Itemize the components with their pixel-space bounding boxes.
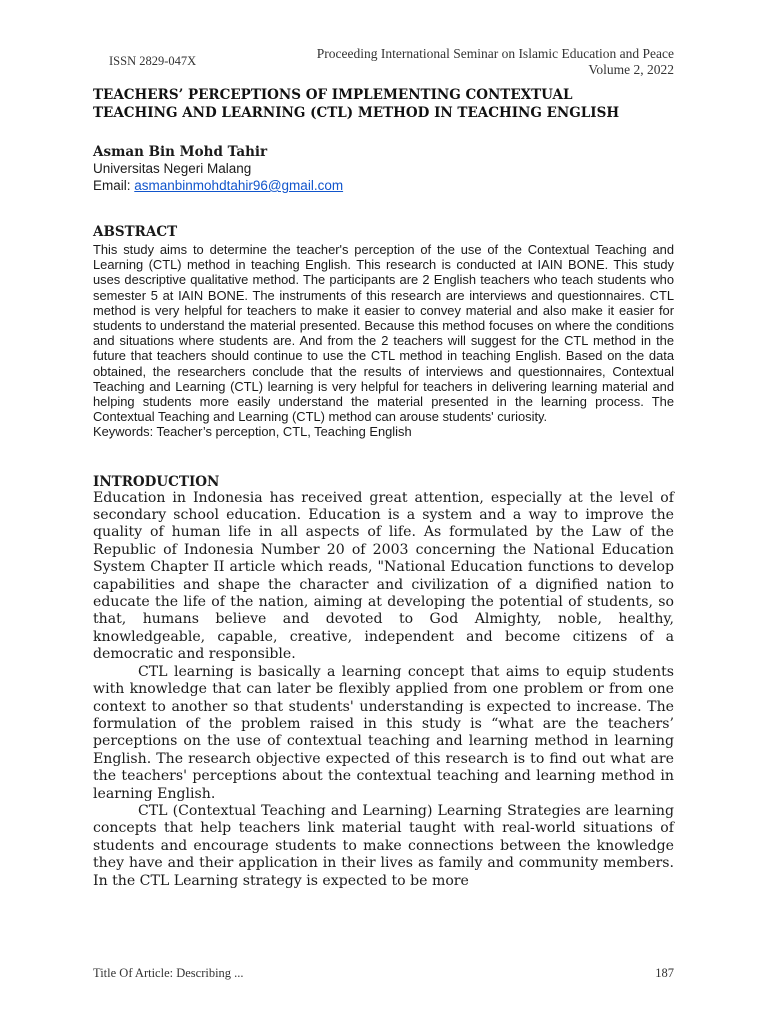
author-affiliation: Universitas Negeri Malang <box>93 161 252 176</box>
title-line-1: TEACHERS’ PERCEPTIONS OF IMPLEMENTING CONTEXTUAL <box>93 87 573 103</box>
article-title <box>93 87 674 122</box>
introduction-heading: INTRODUCTION <box>93 473 220 490</box>
abstract-body: This study aims to determine the teacher's perception of the use of the Contextual Teaching and Learning (CTL) method in teaching English. This research is conducted at IAIN BONE. This study uses descriptive qualitative method. The participants are 2 English teachers who teach students who semester 5 at IAIN BONE. The instruments of this research are interviews and questionnaires. CTL method is very helpful for teachers to make it easier to convey material and also make it easier for students to understand the material presented. Because this method focuses on where the conditions and situations where students are. And from the 2 teachers will suggest for the CTL method in the future that teachers should continue to use the CTL method in teaching English. Based on the data obtained, the researchers conclude that the results of interviews and questionnaires, Contextual Teaching and Learning (CTL) learning is very helpful for teachers in delivering learning material and helping students more easily understand the material presented in the learning process. The Contextual Teaching and Learning (CTL) method can arouse students' curiosity. <box>93 242 674 425</box>
introduction-body <box>93 490 674 890</box>
footer-article-title: Title Of Article: Describing ... <box>93 966 244 980</box>
volume-label: Volume 2, 2022 <box>588 61 674 77</box>
page-number: 187 <box>655 966 674 980</box>
intro-paragraph-3: CTL (Contextual Teaching and Learning) Learning Strategies are learning concepts that help teachers link material taught with real-world situations of students and encourage students to make connections between the knowledge they have and their application in their lives as family and community members. In the CTL Learning strategy is expected to be more <box>93 802 674 889</box>
running-header <box>317 46 674 77</box>
email-link[interactable]: asmanbinmohdtahir96@gmail.com <box>134 178 344 193</box>
proceeding-title: Proceeding International Seminar on Islamic Education and Peace <box>316 46 674 61</box>
intro-paragraph-2: CTL learning is basically a learning concept that aims to equip students with knowledge that can later be flexibly applied from one problem or from one context to another so that students' understanding is expected to increase. The formulation of the problem raised in this study is “what are the teachers’ perceptions on the use of contextual teaching and learning method in learning English. The research objective expected of this research is to find out what are the teachers' perceptions about the contextual teaching and learning method in learning English. <box>93 663 674 802</box>
keywords-line: Keywords: Teacher’s perception, CTL, Teaching English <box>93 424 412 440</box>
issn-label: ISSN 2829-047X <box>109 54 197 68</box>
title-line-2: TEACHING AND LEARNING (CTL) METHOD IN TEACHING ENGLISH <box>93 104 620 121</box>
author-email-line <box>93 177 674 194</box>
abstract-heading: ABSTRACT <box>93 224 178 240</box>
email-label: Email: <box>93 178 135 193</box>
intro-paragraph-1: Education in Indonesia has received great attention, especially at the level of secondary school education. Education is a system and a way to improve the quality of human life in all aspects of life. As formulated by the Law of the Republic of Indonesia Number 20 of 2003 concerning the National Education System Chapter II article which reads, "National Education functions to develop capabilities and shape the character and civilization of a dignified nation to educate the life of the nation, aiming at developing the potential of students, so that, humans believe and devoted to God Almighty, noble, healthy, knowledgeable, capable, creative, independent and become citizens of a democratic and responsible. <box>93 489 674 663</box>
author-name: Asman Bin Mohd Tahir <box>93 144 268 160</box>
article-content <box>93 87 674 890</box>
